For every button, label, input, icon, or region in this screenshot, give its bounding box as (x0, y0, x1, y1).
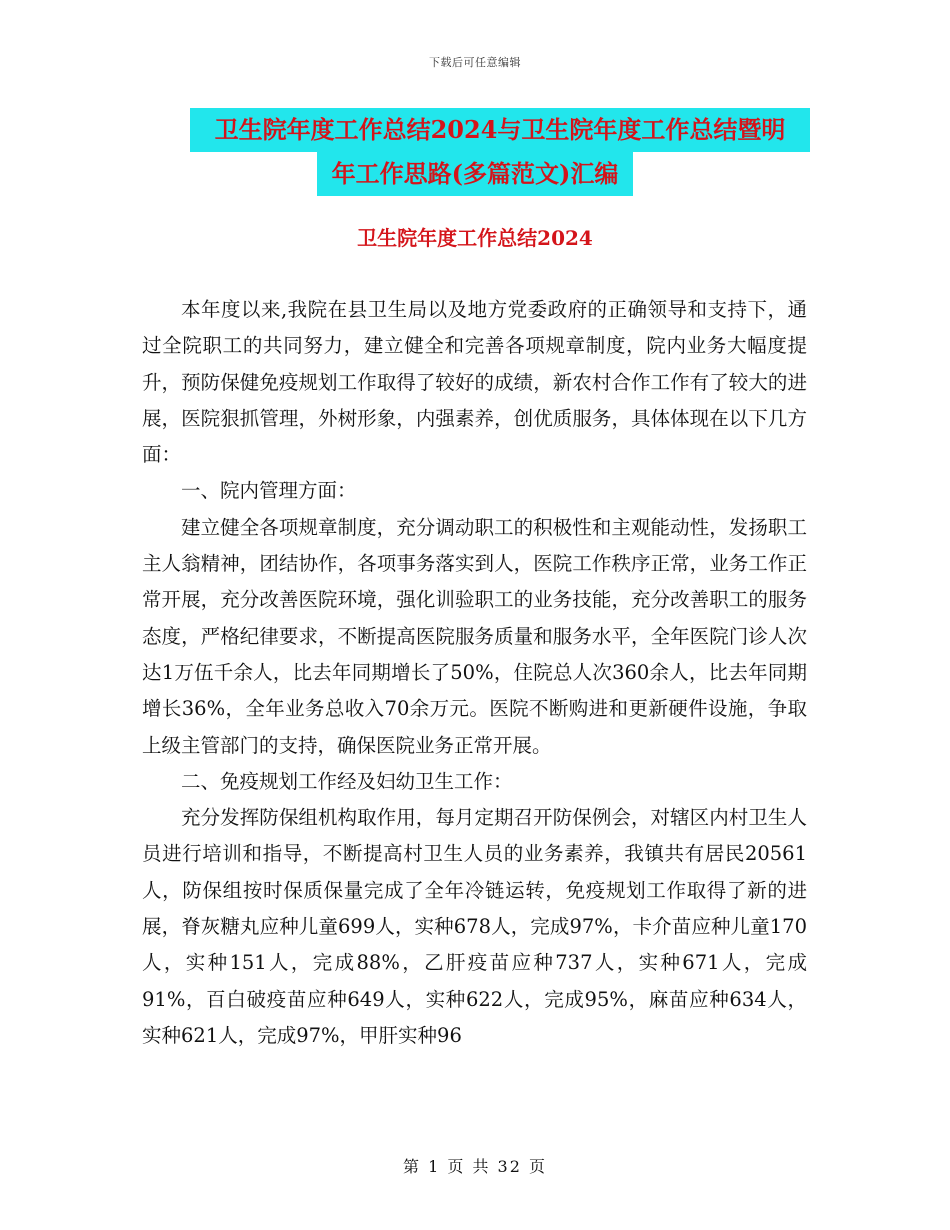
document-title-line-1: 卫生院年度工作总结2024与卫生院年度工作总结暨明 (190, 108, 810, 152)
document-title-line-2: 年工作思路(多篇范文)汇编 (317, 152, 633, 196)
paragraph-immunization: 充分发挥防保组机构取作用，每月定期召开防保例会，对辖区内村卫生人员进行培训和指导，不断提高村卫生人员的业务素养，我镇共有居民20561人，防保组按时保质保量完成了全年冷链运转，免疫规划工作取得了新的进展，脊灰糖丸应种儿童699人，实种678人，完成97%，卡介苗应种儿童170人，实种151人，完成88%，乙肝疫苗应种737人，实种671人，完成91%，百白破疫苗应种649人，实种622人，完成95%，麻苗应种634人，实种621人，完成97%，甲肝实种96 (142, 806, 807, 1047)
section-title: 卫生院年度工作总结2024 (357, 226, 593, 250)
page-footer: 第 1 页 共 32 页 (403, 1157, 547, 1176)
heading-immunization: 二、免疫规划工作经及妇幼卫生工作： (181, 769, 513, 793)
heading-management: 一、院内管理方面： (181, 479, 357, 503)
header-note: 下载后可任意编辑 (429, 56, 521, 69)
paragraph-intro: 本年度以来,我院在县卫生局以及地方党委政府的正确领导和支持下，通过全院职工的共同努力，建立健全和完善各项规章制度，院内业务大幅度提升，预防保健免疫规划工作取得了较好的成绩，新农村合作工作有了较大的进展，医院狠抓管理，外树形象，内强素养，创优质服务，具体体现在以下几方面： (142, 298, 807, 467)
document-body (142, 292, 807, 1054)
paragraph-management: 建立健全各项规章制度，充分调动职工的积极性和主观能动性，发扬职工主人翁精神，团结协作，各项事务落实到人，医院工作秩序正常，业务工作正常开展，充分改善医院环境，强化训验职工的业务技能，充分改善职工的服务态度，严格纪律要求，不断提高医院服务质量和服务水平，全年医院门诊人次达1万伍千余人，比去年同期增长了50%，住院总人次360余人，比去年同期增长36%，全年业务总收入70余万元。医院不断购进和更新硬件设施，争取上级主管部门的支持，确保医院业务正常开展。 (142, 515, 807, 757)
